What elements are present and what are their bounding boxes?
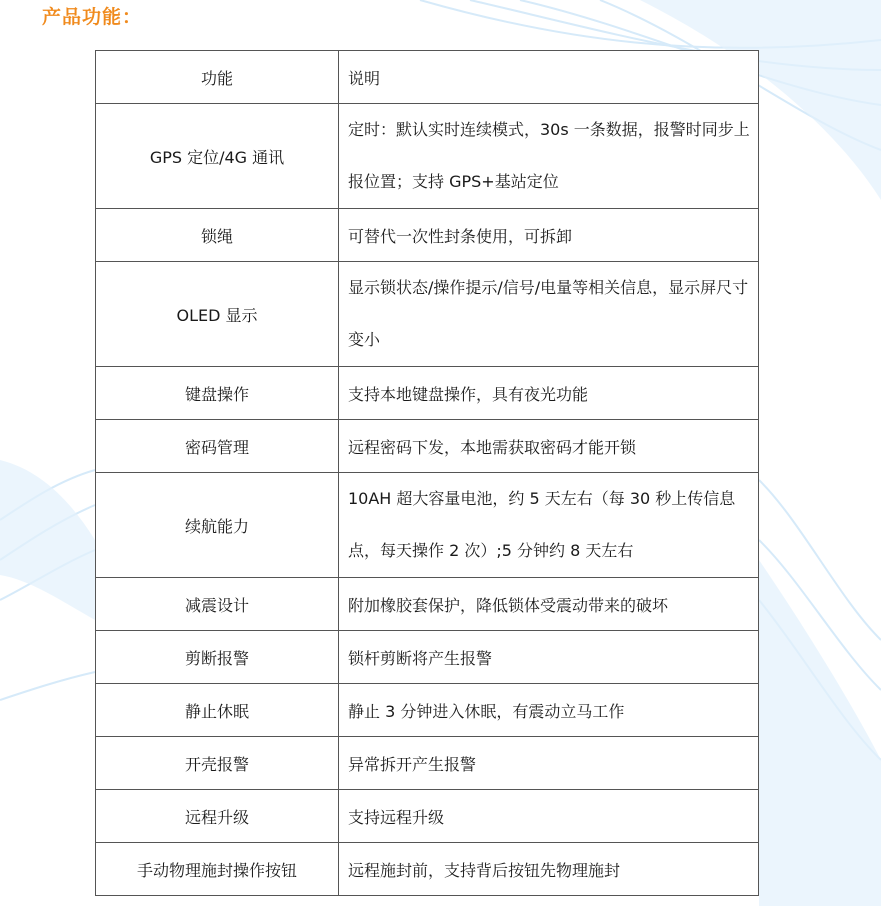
feature-cell: 续航能力 xyxy=(96,473,339,578)
table-row xyxy=(96,737,759,790)
table-row xyxy=(96,843,759,896)
description-cell: 可替代一次性封条使用，可拆卸 xyxy=(339,209,759,262)
description-cell: 远程施封前，支持背后按钮先物理施封 xyxy=(339,843,759,896)
description-cell: 支持本地键盘操作，具有夜光功能 xyxy=(339,367,759,420)
product-feature-table xyxy=(95,50,759,896)
table-row xyxy=(96,473,759,578)
feature-cell: 静止休眠 xyxy=(96,684,339,737)
table-row xyxy=(96,420,759,473)
description-cell: 10AH 超大容量电池，约 5 天左右（每 30 秒上传信息点，每天操作 2 次）;5 分钟约 8 天左右 xyxy=(339,473,759,578)
header-description: 说明 xyxy=(339,51,759,104)
description-cell: 远程密码下发，本地需获取密码才能开锁 xyxy=(339,420,759,473)
description-cell: 异常拆开产生报警 xyxy=(339,737,759,790)
table-row xyxy=(96,262,759,367)
table-row xyxy=(96,631,759,684)
feature-cell: 密码管理 xyxy=(96,420,339,473)
feature-cell: 远程升级 xyxy=(96,790,339,843)
table-row xyxy=(96,367,759,420)
feature-cell: GPS 定位/4G 通讯 xyxy=(96,104,339,209)
feature-cell: OLED 显示 xyxy=(96,262,339,367)
feature-cell: 锁绳 xyxy=(96,209,339,262)
section-title: 产品功能： xyxy=(42,6,143,28)
feature-cell: 减震设计 xyxy=(96,578,339,631)
table-row xyxy=(96,209,759,262)
table-row xyxy=(96,684,759,737)
table-row xyxy=(96,104,759,209)
table-header-row xyxy=(96,51,759,104)
feature-cell: 剪断报警 xyxy=(96,631,339,684)
header-feature: 功能 xyxy=(96,51,339,104)
feature-cell: 键盘操作 xyxy=(96,367,339,420)
description-cell: 锁杆剪断将产生报警 xyxy=(339,631,759,684)
description-cell: 附加橡胶套保护，降低锁体受震动带来的破坏 xyxy=(339,578,759,631)
description-cell: 定时：默认实时连续模式，30s 一条数据，报警时同步上报位置；支持 GPS+基站定位 xyxy=(339,104,759,209)
table-row xyxy=(96,578,759,631)
table-row xyxy=(96,790,759,843)
description-cell: 静止 3 分钟进入休眠，有震动立马工作 xyxy=(339,684,759,737)
description-cell: 支持远程升级 xyxy=(339,790,759,843)
description-cell: 显示锁状态/操作提示/信号/电量等相关信息，显示屏尺寸变小 xyxy=(339,262,759,367)
feature-cell: 手动物理施封操作按钮 xyxy=(96,843,339,896)
feature-cell: 开壳报警 xyxy=(96,737,339,790)
